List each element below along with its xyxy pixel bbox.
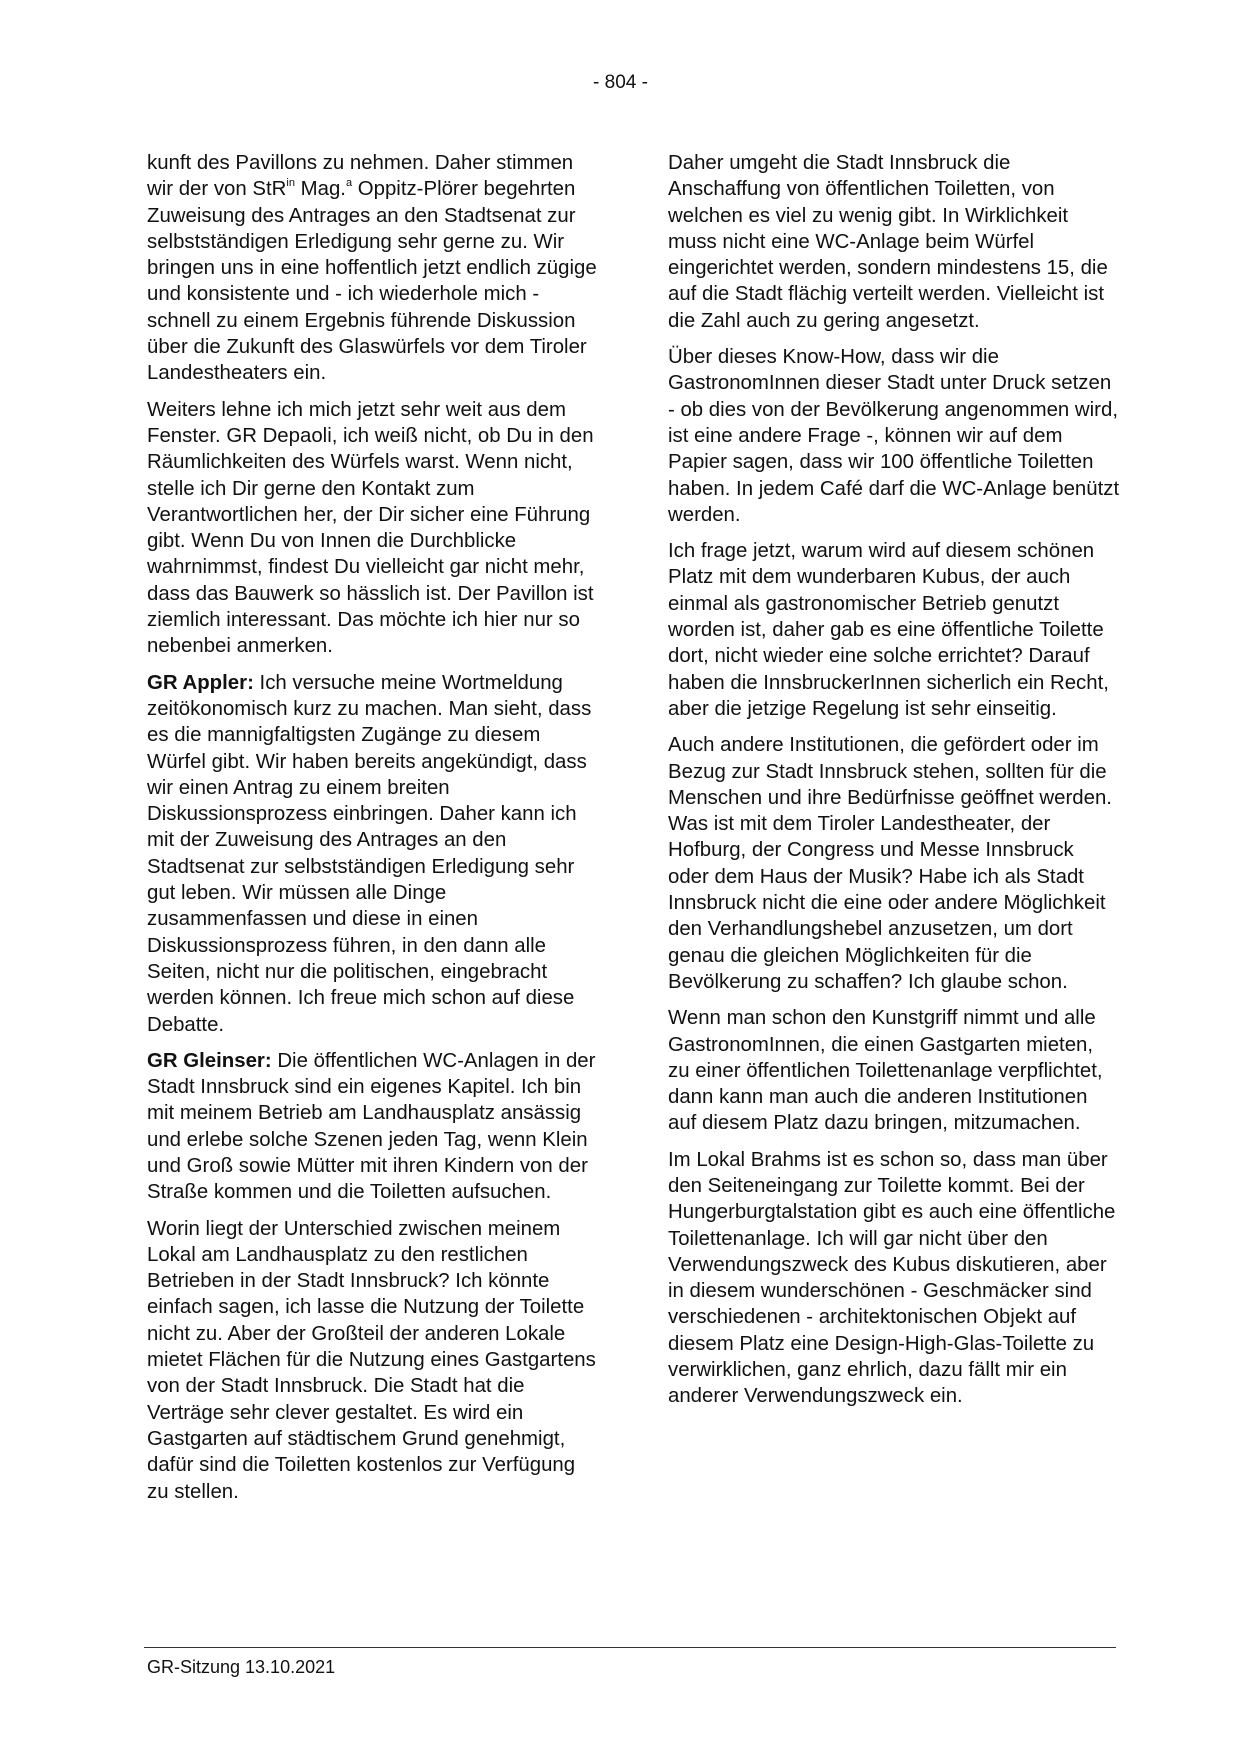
superscript: in	[286, 176, 295, 189]
paragraph-text: Mag.	[294, 178, 346, 201]
paragraph-text: Oppitz-Plörer begehrten Zuweisung des Antrages an den Stadtsenat zur selbstständigen Erledigung sehr gerne zu. Wir bringen uns in eine hoffentlich jetzt endlich zügige und konsistente und - ich wiederhole mich - schnell zu einem Ergebnis führende Diskussion über die Zukunft des Glaswürfels vor dem Tiroler Landestheaters ein.	[147, 178, 597, 385]
paragraph	[147, 1048, 599, 1206]
footer-session-date: GR-Sitzung 13.10.2021	[147, 1657, 336, 1677]
paragraph-text: Die öffentlichen WC-Anlagen in der Stadt Innsbruck sind ein eigenes Kapitel. Ich bin mit meinem Betrieb am Landhausplatz ansässig und erlebe solche Szenen jeden Tag, wenn Klein und Groß sowie Mütter mit ihren Kindern von der Straße kommen und die Toiletten aufsuchen.	[147, 1049, 596, 1204]
speaker-name: GR Gleinser:	[147, 1049, 272, 1072]
paragraph	[147, 150, 599, 387]
paragraph: Wenn man schon den Kunstgriff nimmt und alle GastronomInnen, die einen Gastgarten mieten, zu einer öffentlichen Toilettenanlage verpflichtet, dann kann man auch die anderen Institutionen auf diesem Platz dazu bringen, mitzumachen.	[668, 1007, 1103, 1135]
paragraph: Ich frage jetzt, warum wird auf diesem schönen Platz mit dem wunderbaren Kubus, der auch einmal als gastronomischer Betrieb genutzt worden ist, daher gab es eine öffentliche Toilette dort, nicht wieder eine solche errichtet? Darauf haben die InnsbruckerInnen sicherlich ein Recht, aber die jetzige Regelung ist sehr einseitig.	[668, 540, 1109, 720]
paragraph-text: kunft des Pavillons zu nehmen. Daher stimmen wir der von StR	[147, 152, 574, 201]
paragraph: Worin liegt der Unterschied zwischen meinem Lokal am Landhausplatz zu den restlichen Betrieben in der Stadt Innsbruck? Ich könnte einfach sagen, ich lasse die Nutzung der Toilette nicht zu. Aber der Großteil der anderen Lokale mietet Flächen für die Nutzung eines Gastgartens von der Stadt Innsbruck. Die Stadt hat die Verträge sehr clever gestaltet. Es wird ein Gastgarten auf städtischem Grund genehmigt, dafür sind die Toiletten kostenlos zur Verfügung zu stellen.	[147, 1217, 596, 1503]
footer-divider	[144, 1647, 1116, 1648]
superscript: a	[345, 176, 353, 189]
paragraph: Weiters lehne ich mich jetzt sehr weit aus dem Fenster. GR Depaoli, ich weiß nicht, ob Du in den Räumlichkeiten des Würfels warst. Wenn nicht, stelle ich Dir gerne den Kontakt zum Verantwortlichen her, der Dir sicher eine Führung gibt. Wenn Du von Innen die Durchblicke wahrnimmst, findest Du vielleicht gar nicht mehr, dass das Bauwerk so hässlich ist. Der Pavillon ist ziemlich interessant. Das möchte ich hier nur so nebenbei anmerken.	[147, 398, 594, 658]
paragraph	[147, 670, 599, 1038]
left-column	[147, 150, 599, 1515]
page-number: - 804 -	[593, 72, 648, 93]
paragraph-text: Ich versuche meine Wortmeldung zeitökonomisch kurz zu machen. Man sieht, dass es die mannigfaltigsten Zugänge zu diesem Würfel gibt. Wir haben bereits angekündigt, dass wir einen Antrag zu einem breiten Diskussionsprozess einbringen. Daher kann ich mit der Zuweisung des Antrages an den Stadtsenat zur selbstständigen Erledigung sehr gut leben. Wir müssen alle Dinge zusammenfassen und diese in einen Diskussionsprozess führen, in den dann alle Seiten, nicht nur die politischen, eingebracht werden können. Ich freue mich schon auf diese Debatte.	[147, 671, 592, 1036]
paragraph: Über dieses Know-How, dass wir die GastronomInnen dieser Stadt unter Druck setzen - ob dies von der Bevölkerung angenommen wird, ist eine andere Frage -, können wir auf dem Papier sagen, dass wir 100 öffentliche Toiletten haben. In jedem Café darf die WC-Anlage benützt werden.	[668, 346, 1120, 526]
paragraph: Im Lokal Brahms ist es schon so, dass man über den Seiteneingang zur Toilette kommt. Bei der Hungerburgtalstation gibt es auch eine öffentliche Toilettenanlage. Ich will gar nicht über den Verwendungszweck des Kubus diskutieren, aber in diesem wunderschönen - Geschmäcker sind verschiedenen - architektonischen Objekt auf diesem Platz eine Design-High-Glas-Toilette zu verwirklichen, ganz ehrlich, dazu fällt mir ein anderer Verwendungszweck ein.	[668, 1148, 1116, 1408]
paragraph: Daher umgeht die Stadt Innsbruck die Anschaffung von öffentlichen Toiletten, von welchen es viel zu wenig gibt. In Wirklichkeit muss nicht eine WC-Anlage beim Würfel eingerichtet werden, sondern mindestens 15, die auf die Stadt flächig verteilt werden. Vielleicht ist die Zahl auch zu gering angesetzt.	[668, 152, 1108, 332]
right-column	[668, 150, 1120, 1420]
speaker-name: GR Appler:	[147, 671, 254, 694]
paragraph: Auch andere Institutionen, die gefördert oder im Bezug zur Stadt Innsbruck stehen, sollten für die Menschen und ihre Bedürfnisse geöffnet werden. Was ist mit dem Tiroler Landestheater, der Hofburg, der Congress und Messe Innsbruck oder dem Haus der Musik? Habe ich als Stadt Innsbruck nicht die eine oder andere Möglichkeit den Verhandlungshebel anzusetzen, um dort genau die gleichen Möglichkeiten für die Bevölkerung zu schaffen? Ich glaube schon.	[668, 734, 1112, 993]
